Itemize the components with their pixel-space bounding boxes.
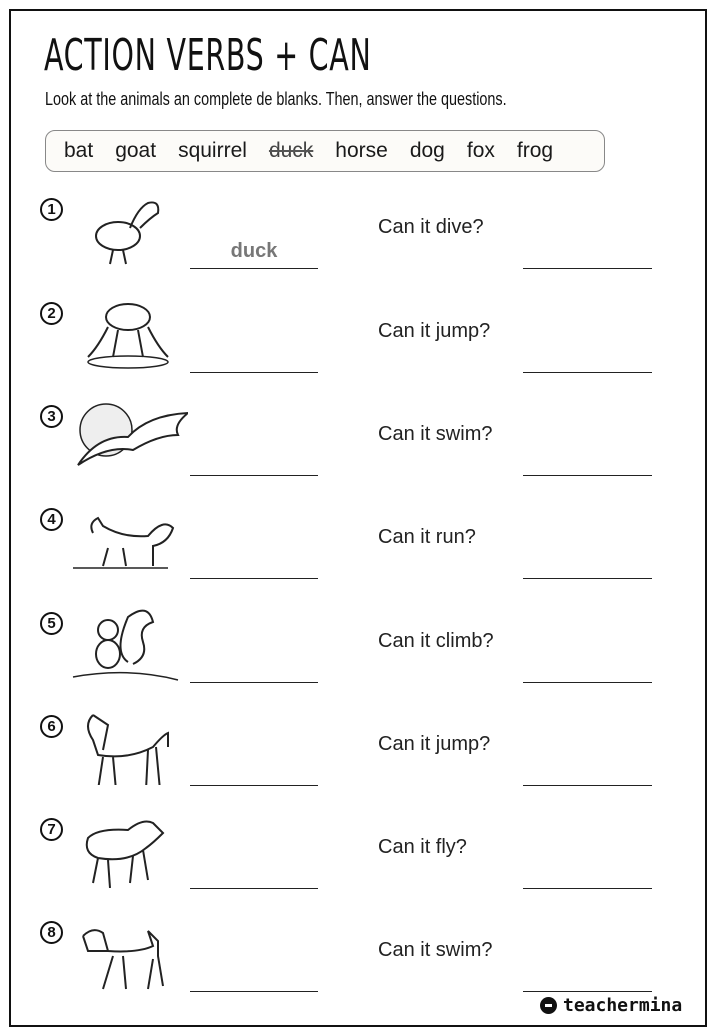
- exercise-item: [0, 302, 715, 402]
- exercise-item: [0, 818, 715, 918]
- animal-name-blank[interactable]: [190, 447, 318, 476]
- exercise-item: [0, 715, 715, 815]
- exercise-item: [0, 405, 715, 505]
- dog-illustration-icon: [68, 911, 188, 991]
- animal-name-blank[interactable]: [190, 963, 318, 992]
- exercise-item: [0, 612, 715, 712]
- item-number: 7: [40, 818, 63, 841]
- horse-illustration-icon: [68, 705, 188, 785]
- word-bank-item: duck: [268, 139, 314, 162]
- question-text: Can it swim?: [378, 939, 493, 961]
- goat-illustration-icon: [68, 808, 188, 888]
- word-bank-item: goat: [115, 139, 157, 162]
- animal-name-blank[interactable]: [190, 550, 318, 579]
- item-number: 4: [40, 508, 63, 531]
- animal-name-blank[interactable]: [190, 654, 318, 683]
- answer-blank[interactable]: [523, 757, 652, 786]
- word-bank: [45, 130, 605, 172]
- instructions: Look at the animals an complete de blanks. Then, answer the questions.: [45, 89, 507, 109]
- bat-illustration-icon: [68, 395, 188, 475]
- word-bank-item: frog: [516, 139, 554, 162]
- animal-name-blank[interactable]: [190, 240, 318, 269]
- item-number: 3: [40, 405, 63, 428]
- answer-blank[interactable]: [523, 654, 652, 683]
- answer-blank[interactable]: [523, 550, 652, 579]
- item-number: 2: [40, 302, 63, 325]
- question-text: Can it run?: [378, 526, 476, 548]
- question-text: Can it fly?: [378, 836, 467, 858]
- animal-name-blank[interactable]: [190, 860, 318, 889]
- item-number: 5: [40, 612, 63, 635]
- brand-name: teachermina: [563, 995, 683, 1016]
- question-text: Can it dive?: [378, 216, 484, 238]
- answer-blank[interactable]: [523, 240, 652, 269]
- question-text: Can it swim?: [378, 423, 493, 445]
- question-text: Can it climb?: [378, 630, 494, 652]
- exercise-item: [0, 508, 715, 608]
- fox-illustration-icon: [68, 498, 188, 578]
- exercise-item: [0, 198, 715, 298]
- word-bank-item: squirrel: [178, 139, 247, 162]
- item-number: 1: [40, 198, 63, 221]
- word-bank-item: horse: [335, 139, 388, 162]
- item-number: 8: [40, 921, 63, 944]
- brand-logo: [540, 995, 682, 1016]
- frog-illustration-icon: [68, 292, 188, 372]
- answer-blank[interactable]: [523, 963, 652, 992]
- answer-blank[interactable]: [523, 344, 652, 373]
- animal-name-blank[interactable]: [190, 757, 318, 786]
- page-title: ACTION VERBS + CAN: [44, 30, 372, 81]
- animal-name-blank[interactable]: [190, 344, 318, 373]
- word-bank-item: fox: [466, 139, 495, 162]
- duck-illustration-icon: [68, 188, 188, 268]
- answer-blank[interactable]: [523, 860, 652, 889]
- question-text: Can it jump?: [378, 320, 491, 342]
- animal-name-answer: duck: [230, 240, 278, 262]
- item-number: 6: [40, 715, 63, 738]
- squirrel-illustration-icon: [68, 602, 188, 682]
- blogger-icon: [540, 997, 557, 1014]
- word-bank-item: dog: [409, 139, 445, 162]
- word-bank-item: bat: [64, 139, 94, 162]
- answer-blank[interactable]: [523, 447, 652, 476]
- question-text: Can it jump?: [378, 733, 491, 755]
